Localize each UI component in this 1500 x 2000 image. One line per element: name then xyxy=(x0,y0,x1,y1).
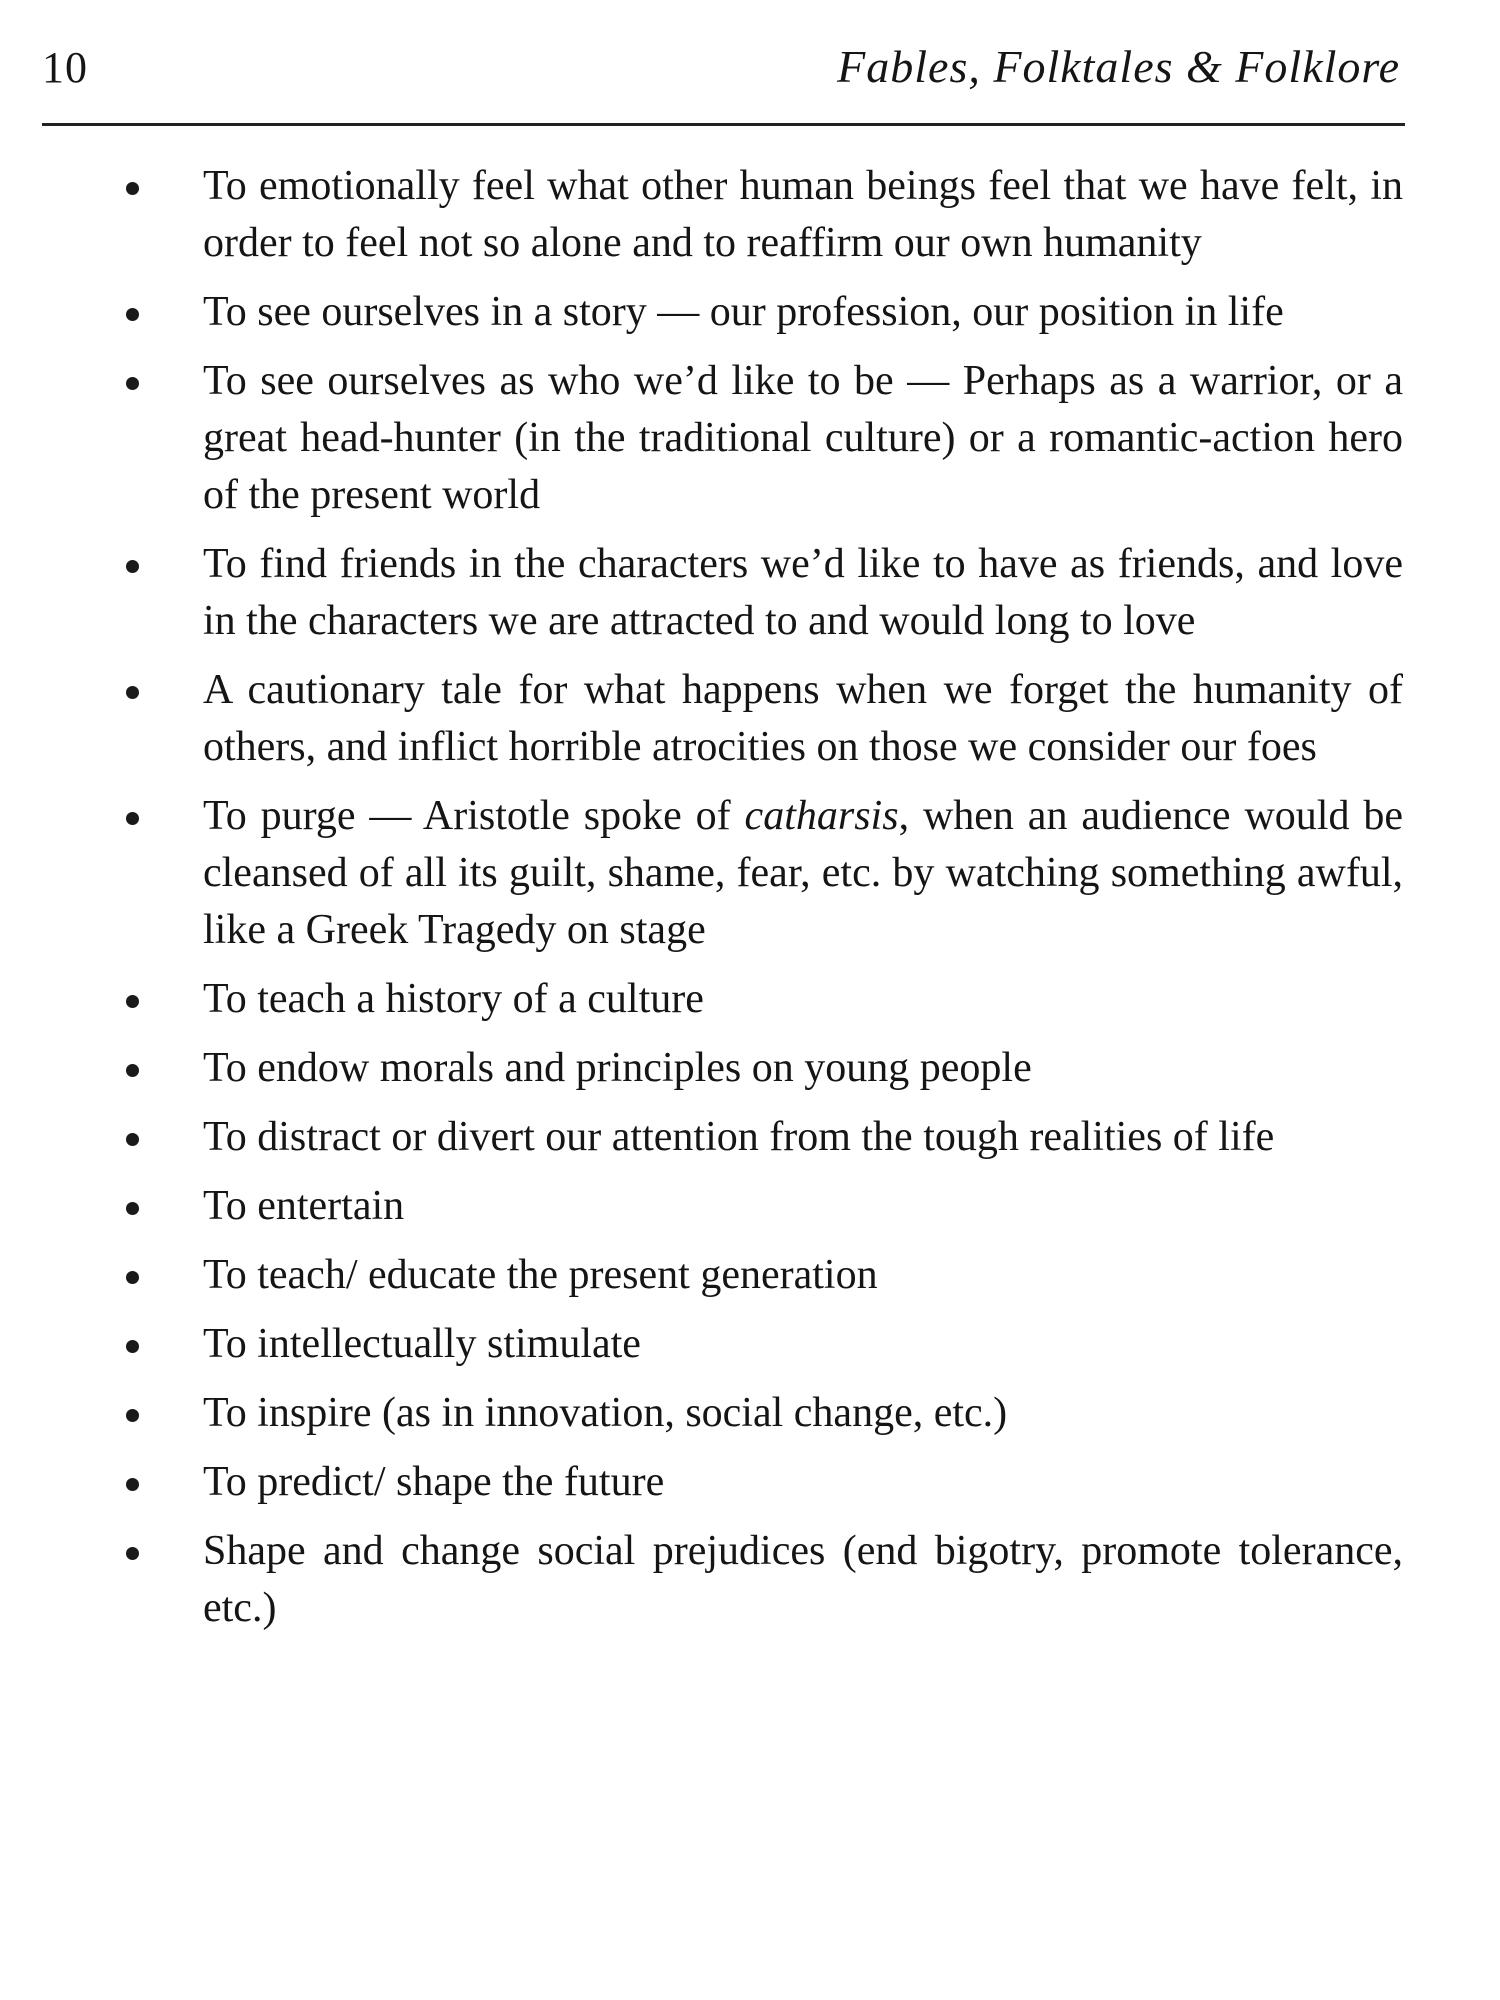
catharsis-intro-text: To purge — Aristotle spoke of xyxy=(203,793,745,839)
list-item xyxy=(0,158,1500,272)
list-item xyxy=(0,1385,1500,1442)
bullet-icon xyxy=(126,308,139,321)
list-item-text: To distract or divert our attention from the tough realities of life xyxy=(203,1114,1275,1160)
list-item xyxy=(0,662,1500,776)
list-item-text: To find friends in the characters we’d like to have as friends, and love in the characters we are attracted to and would long to love xyxy=(203,541,1403,644)
bullet-icon xyxy=(126,1133,139,1146)
list-item-text: To intellectually stimulate xyxy=(203,1321,641,1367)
list-item xyxy=(0,353,1500,524)
bullet-icon xyxy=(126,1409,139,1422)
list-item-text: A cautionary tale for what happens when we forget the humanity of others, and inflict horrible atrocities on those we consider our foes xyxy=(203,667,1403,770)
bullet-icon xyxy=(126,1547,139,1560)
list-item-text: To see ourselves in a story — our profession, our position in life xyxy=(203,289,1284,335)
list-item-text: To teach/ educate the present generation xyxy=(203,1252,878,1298)
bullet-icon xyxy=(126,1064,139,1077)
list-item-text: To endow morals and principles on young people xyxy=(203,1045,1032,1091)
list-item-text: To see ourselves as who we’d like to be — Perhaps as a warrior, or a great head-hunter (in the traditional culture) or a romantic-action hero of the present world xyxy=(203,358,1403,518)
list-item xyxy=(0,1523,1500,1637)
page-number: 10 xyxy=(42,43,88,92)
list-item xyxy=(0,284,1500,341)
page-header xyxy=(42,36,1404,96)
bullet-icon xyxy=(126,560,139,573)
list-item xyxy=(0,971,1500,1028)
header-rule xyxy=(42,123,1405,126)
bullet-icon xyxy=(126,995,139,1008)
bullet-icon xyxy=(126,812,139,825)
running-title: Fables, Folktales & Folklore xyxy=(837,41,1400,92)
bullet-icon xyxy=(126,377,139,390)
list-item xyxy=(0,1247,1500,1304)
list-item xyxy=(0,1454,1500,1511)
bullet-list xyxy=(0,158,1500,1649)
list-item-text: To emotionally feel what other human beings feel that we have felt, in order to feel not so alone and to reaffirm our own humanity xyxy=(203,163,1403,266)
list-item xyxy=(0,1316,1500,1373)
list-item xyxy=(0,536,1500,650)
bullet-icon xyxy=(126,182,139,195)
list-item-text xyxy=(203,788,1403,959)
catharsis-term: catharsis xyxy=(744,793,899,839)
catharsis-explanation-text: , when an audience would be cleansed of all its guilt, shame, fear, etc. by watching something awful, like a Greek Tragedy on stage xyxy=(203,793,1403,953)
bullet-icon xyxy=(126,1271,139,1284)
list-item-text: To inspire (as in innovation, social change, etc.) xyxy=(203,1390,1008,1436)
list-item-text: Shape and change social prejudices (end bigotry, promote tolerance, etc.) xyxy=(203,1528,1403,1631)
list-item-text: To entertain xyxy=(203,1183,405,1229)
list-item xyxy=(0,1178,1500,1235)
bullet-icon xyxy=(126,686,139,699)
list-item-text: To teach a history of a culture xyxy=(203,976,704,1022)
list-item xyxy=(0,1109,1500,1166)
list-item xyxy=(0,788,1500,959)
bullet-icon xyxy=(126,1478,139,1491)
bullet-icon xyxy=(126,1202,139,1215)
list-item xyxy=(0,1040,1500,1097)
bullet-icon xyxy=(126,1340,139,1353)
list-item-text: To predict/ shape the future xyxy=(203,1459,665,1505)
